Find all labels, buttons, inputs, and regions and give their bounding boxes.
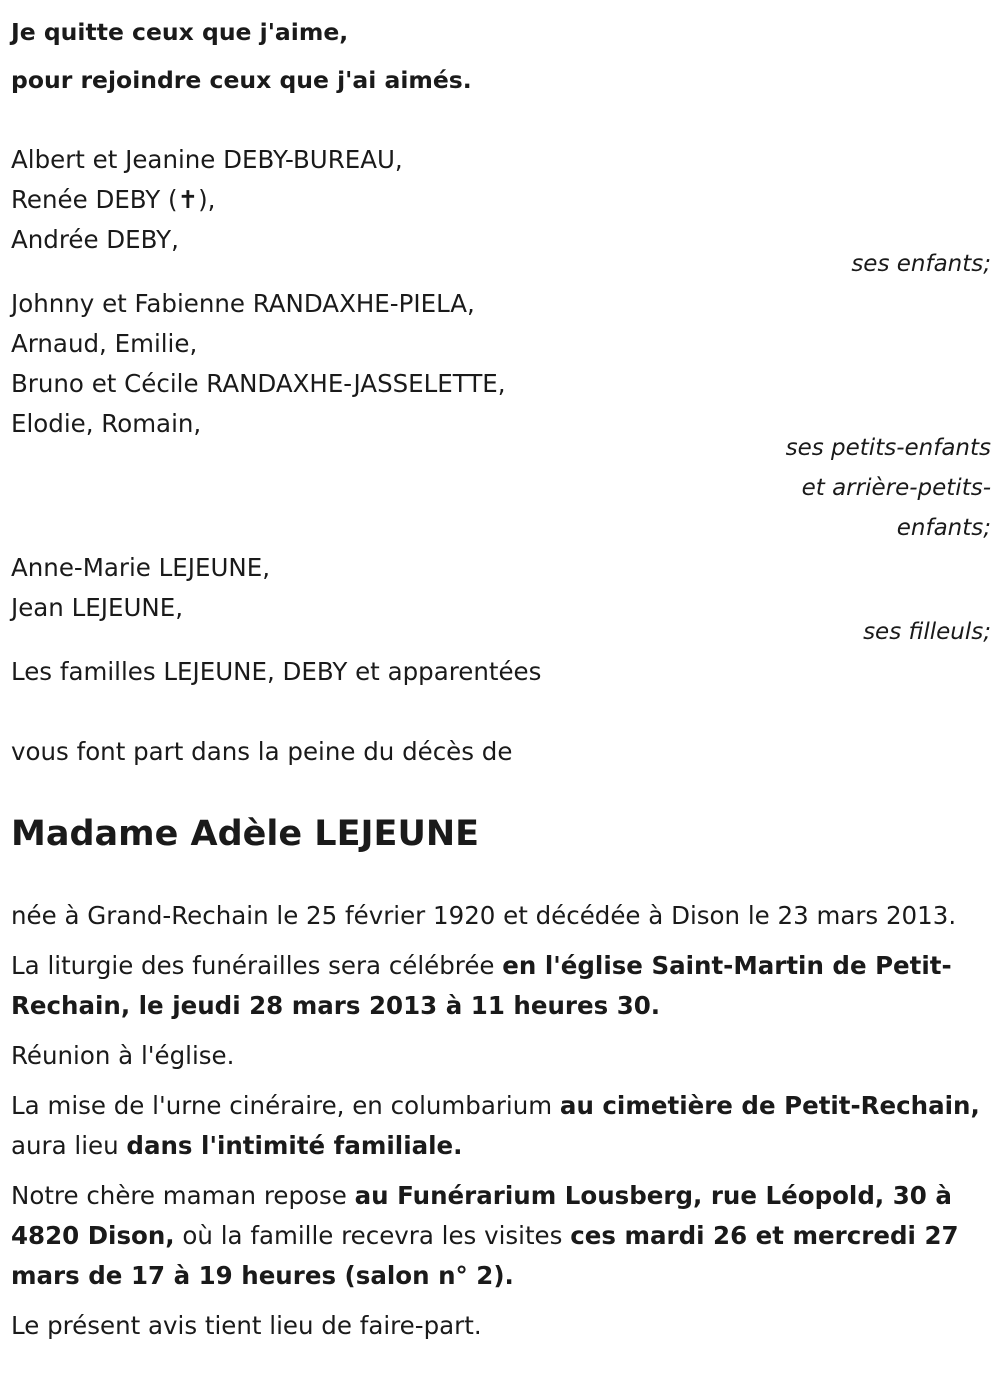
meeting-line: Réunion à l'église.: [11, 1041, 235, 1070]
godchildren-role: ses filleuls;: [863, 619, 991, 645]
child-name: Renée DEBY (✝),: [11, 185, 216, 214]
godchild-name: Jean LEJEUNE,: [11, 593, 183, 622]
grandchild-name: Johnny et Fabienne RANDAXHE-PIELA,: [11, 289, 475, 318]
godchildren-block: [11, 548, 991, 652]
spacer: [11, 772, 991, 804]
liturgy-paragraph: [11, 946, 991, 1026]
rest-funeral-home: au Funérarium Lousberg, rue Léopold, 30 à 4820 Dison,: [11, 1181, 952, 1250]
urn-place: au cimetière de Petit-Rechain,: [559, 1091, 980, 1120]
child-name: Andrée DEBY,: [11, 225, 179, 254]
spacer: [11, 104, 991, 140]
epigraph-line-1: Je quitte ceux que j'aime,: [11, 18, 349, 46]
liturgy-text: La liturgie des funérailles sera célébrée: [11, 951, 503, 980]
grandchild-name: Elodie, Romain,: [11, 409, 202, 438]
epigraph-line-2: pour rejoindre ceux que j'ai aimés.: [11, 66, 472, 94]
spacer: [11, 692, 991, 732]
grandchildren-role-line: et arrière-petits-: [801, 475, 991, 501]
urn-private: dans l'intimité familiale.: [126, 1131, 463, 1160]
closing-line: Le présent avis tient lieu de faire-part.: [11, 1311, 482, 1340]
child-name: Albert et Jeanine DEBY-BUREAU,: [11, 145, 403, 174]
rest-text-1: Notre chère maman repose: [11, 1181, 355, 1210]
obituary-notice: [11, 8, 991, 1346]
grandchildren-role-line: ses petits-enfants: [785, 435, 991, 461]
grandchildren-block: [11, 284, 991, 548]
urn-text-2: aura lieu: [11, 1131, 127, 1160]
birth-death-dates: née à Grand-Rechain le 25 février 1920 et décédée à Dison le 23 mars 2013.: [11, 901, 957, 930]
rest-visit-times: ces mardi 26 et mercredi 27 mars de 17 à 19 heures (salon n° 2).: [11, 1221, 959, 1290]
families-line: Les familles LEJEUNE, DEBY et apparentées: [11, 657, 542, 686]
children-role: ses enfants;: [851, 251, 991, 277]
grandchildren-role-line: enfants;: [896, 515, 991, 541]
announcement-line: vous font part dans la peine du décès de: [11, 737, 513, 766]
grandchild-name: Bruno et Cécile RANDAXHE-JASSELETTE,: [11, 369, 506, 398]
children-block: [11, 140, 991, 284]
deceased-name: Madame Adèle LEJEUNE: [11, 814, 480, 854]
liturgy-place-time: en l'église Saint-Martin de Petit-Rechain, le jeudi 28 mars 2013 à 11 heures 30.: [11, 951, 952, 1020]
urn-paragraph: [11, 1086, 991, 1166]
grandchild-name: Arnaud, Emilie,: [11, 329, 198, 358]
urn-text-1: La mise de l'urne cinéraire, en columbarium: [11, 1091, 560, 1120]
spacer: [11, 864, 991, 896]
godchild-name: Anne-Marie LEJEUNE,: [11, 553, 270, 582]
rest-paragraph: [11, 1176, 991, 1296]
rest-text-2: où la famille recevra les visites: [174, 1221, 571, 1250]
